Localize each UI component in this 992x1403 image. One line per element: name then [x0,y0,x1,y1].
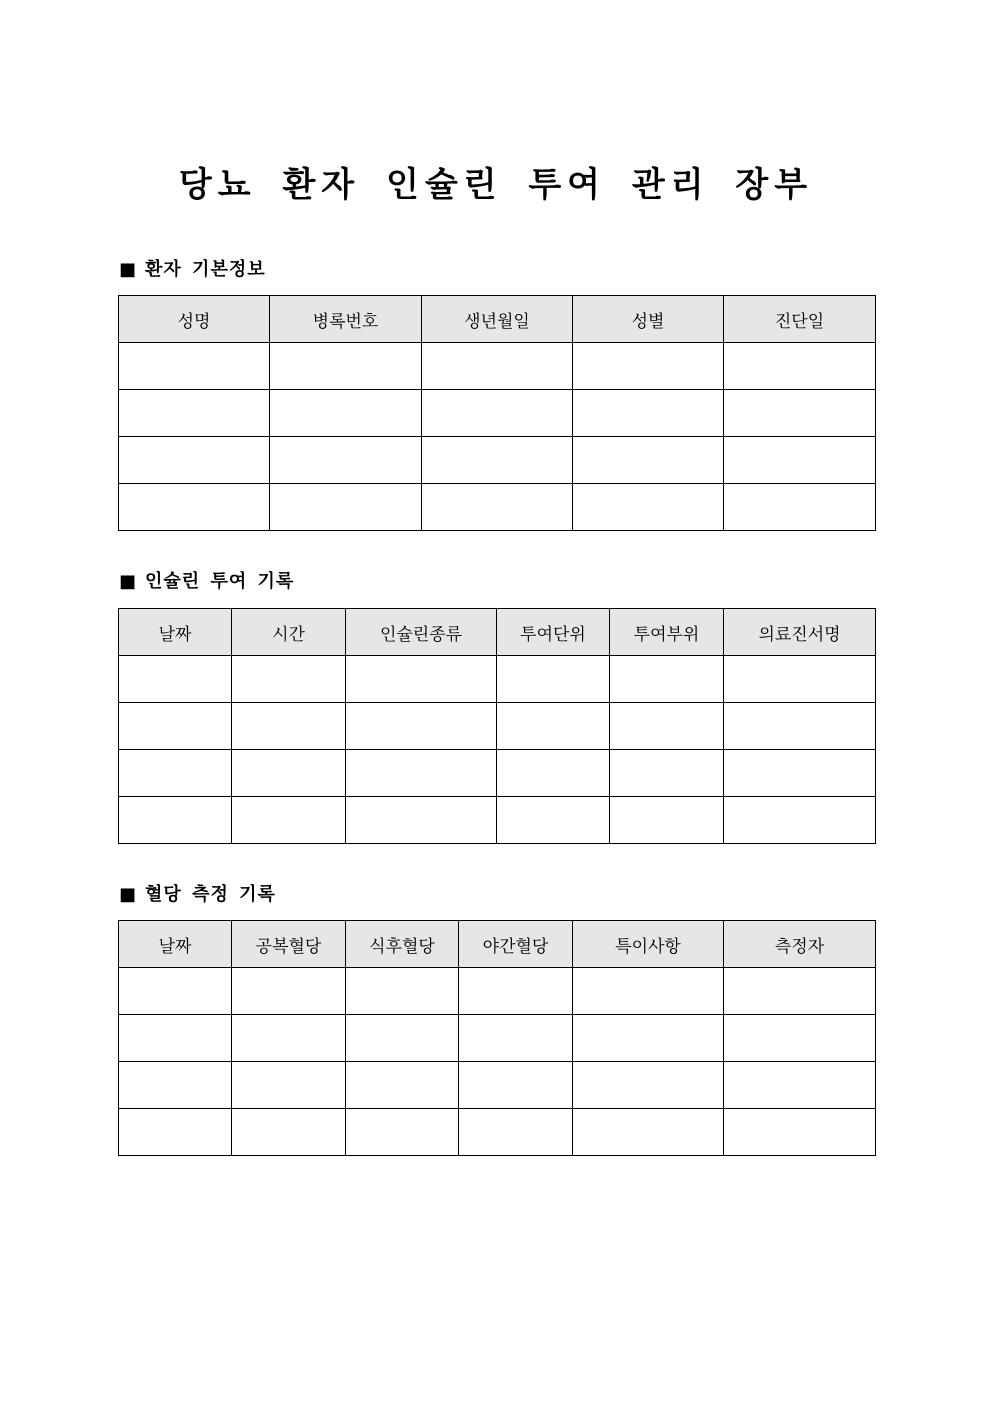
blank-cell[interactable] [232,1109,346,1156]
blank-cell[interactable] [119,1015,232,1062]
blank-cell[interactable] [573,1109,724,1156]
blank-cell[interactable] [422,437,573,484]
blank-cell[interactable] [724,968,876,1015]
blank-cell[interactable] [232,1062,346,1109]
column-header: 인슐린종류 [346,609,497,656]
table-header-row [119,296,876,343]
blank-cell[interactable] [724,656,876,703]
glucose-record-table [118,920,876,1156]
blank-cell[interactable] [346,656,497,703]
blank-cell[interactable] [119,1109,232,1156]
blank-cell[interactable] [422,484,573,531]
table-row [119,437,876,484]
blank-cell[interactable] [270,437,422,484]
section-heading-label: 인슐린 투여 기록 [145,571,295,592]
column-header: 성별 [573,296,724,343]
blank-cell[interactable] [573,437,724,484]
table-row [119,484,876,531]
blank-cell[interactable] [573,484,724,531]
blank-cell[interactable] [497,797,610,844]
table-row [119,797,876,844]
blank-cell[interactable] [119,656,232,703]
blank-cell[interactable] [270,484,422,531]
blank-cell[interactable] [270,390,422,437]
table-header-row [119,921,876,968]
blank-cell[interactable] [497,656,610,703]
table-row [119,703,876,750]
blank-cell[interactable] [610,703,724,750]
blank-cell[interactable] [119,343,270,390]
column-header: 투여부위 [610,609,724,656]
blank-cell[interactable] [346,1109,459,1156]
column-header: 진단일 [724,296,876,343]
patient-info-table [118,295,876,531]
square-bullet-icon: ■ [119,259,138,280]
table-row [119,1109,876,1156]
section-heading-label: 혈당 측정 기록 [145,884,276,905]
blank-cell[interactable] [573,390,724,437]
square-bullet-icon: ■ [119,884,138,905]
blank-cell[interactable] [119,703,232,750]
table-row [119,656,876,703]
section-heading-insulin-record [119,570,294,594]
section-heading-glucose-record [119,883,276,907]
blank-cell[interactable] [232,656,346,703]
blank-cell[interactable] [119,797,232,844]
blank-cell[interactable] [573,968,724,1015]
column-header: 병록번호 [270,296,422,343]
blank-cell[interactable] [119,750,232,797]
table-row [119,750,876,797]
blank-cell[interactable] [724,1015,876,1062]
blank-cell[interactable] [422,343,573,390]
blank-cell[interactable] [610,750,724,797]
column-header: 날짜 [119,609,232,656]
blank-cell[interactable] [724,703,876,750]
blank-cell[interactable] [724,484,876,531]
blank-cell[interactable] [459,1109,573,1156]
table-row [119,1062,876,1109]
blank-cell[interactable] [459,1015,573,1062]
blank-cell[interactable] [119,1062,232,1109]
column-header: 투여단위 [497,609,610,656]
blank-cell[interactable] [459,968,573,1015]
blank-cell[interactable] [724,750,876,797]
column-header: 특이사항 [573,921,724,968]
section-heading-patient-info [119,258,266,282]
column-header: 의료진서명 [724,609,876,656]
table-row [119,390,876,437]
blank-cell[interactable] [573,1062,724,1109]
blank-cell[interactable] [232,797,346,844]
column-header: 시간 [232,609,346,656]
blank-cell[interactable] [724,437,876,484]
column-header: 성명 [119,296,270,343]
column-header: 공복혈당 [232,921,346,968]
blank-cell[interactable] [232,703,346,750]
blank-cell[interactable] [459,1062,573,1109]
blank-cell[interactable] [573,1015,724,1062]
blank-cell[interactable] [346,1062,459,1109]
table-header-row [119,609,876,656]
table-row [119,968,876,1015]
blank-cell[interactable] [119,484,270,531]
blank-cell[interactable] [724,1062,876,1109]
table-row [119,1015,876,1062]
section-heading-label: 환자 기본정보 [145,259,266,280]
blank-cell[interactable] [346,797,497,844]
blank-cell[interactable] [724,343,876,390]
square-bullet-icon: ■ [119,571,138,592]
blank-cell[interactable] [724,797,876,844]
blank-cell[interactable] [610,797,724,844]
blank-cell[interactable] [724,1109,876,1156]
blank-cell[interactable] [119,390,270,437]
blank-cell[interactable] [573,343,724,390]
blank-cell[interactable] [119,968,232,1015]
blank-cell[interactable] [232,968,346,1015]
blank-cell[interactable] [346,703,497,750]
blank-cell[interactable] [119,437,270,484]
table-row [119,343,876,390]
blank-cell[interactable] [422,390,573,437]
column-header: 날짜 [119,921,232,968]
column-header: 생년월일 [422,296,573,343]
blank-cell[interactable] [724,390,876,437]
column-header: 야간혈당 [459,921,573,968]
blank-cell[interactable] [497,703,610,750]
blank-cell[interactable] [497,750,610,797]
blank-cell[interactable] [346,968,459,1015]
page-title: 당뇨 환자 인슐린 투여 관리 장부 [178,165,814,205]
column-header: 측정자 [724,921,876,968]
blank-cell[interactable] [346,1015,459,1062]
blank-cell[interactable] [270,343,422,390]
blank-cell[interactable] [232,750,346,797]
blank-cell[interactable] [610,656,724,703]
column-header: 식후혈당 [346,921,459,968]
blank-cell[interactable] [346,750,497,797]
insulin-record-table [118,608,876,844]
blank-cell[interactable] [232,1015,346,1062]
